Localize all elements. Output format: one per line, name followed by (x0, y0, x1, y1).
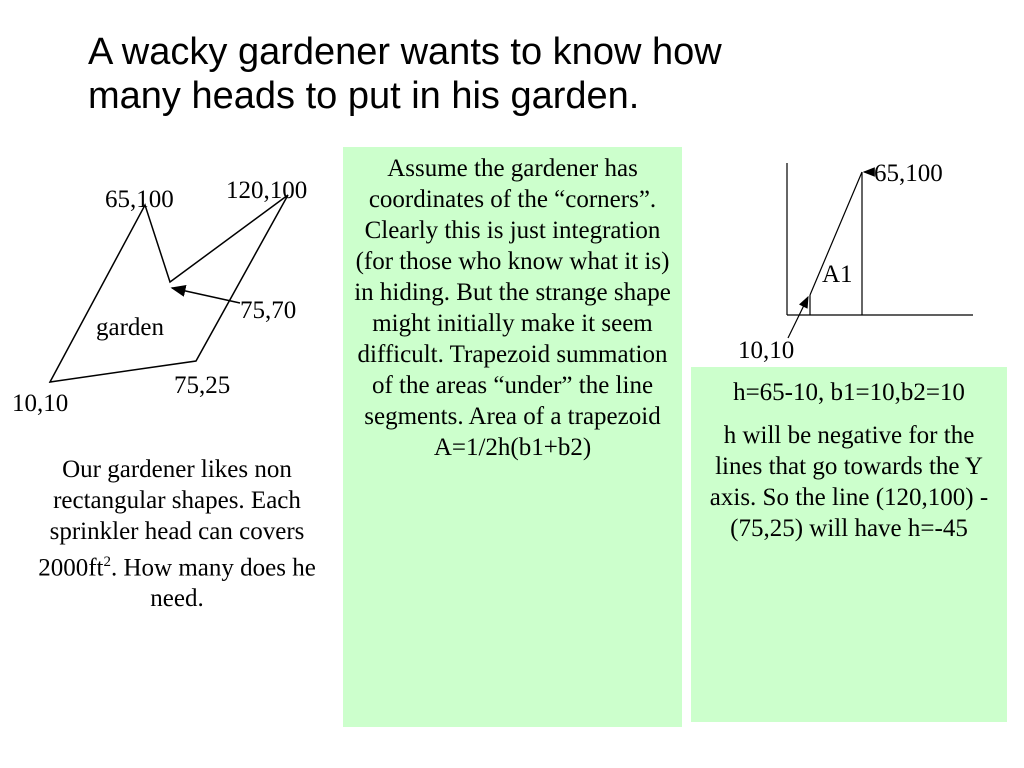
label-arrow-lower (788, 297, 808, 338)
label-right-65-100: 65,100 (874, 160, 943, 187)
explanation-text: Assume the gardener has coordinates of the “corners”. Clearly this is just integration (for those who know what it is) in hiding. But the strange shape might initially make it seem difficult. Trapezoid summation of the areas “under” the line segments. Area of a trapezoid A=1/2h(b1+b2) (354, 155, 671, 461)
title-line-2: many heads to put in his garden. (88, 75, 640, 117)
label-120-100: 120,100 (226, 177, 308, 204)
calculation-para-1: h=65-10, b1=10,b2=10 (733, 379, 965, 406)
label-garden: garden (96, 314, 165, 341)
garden-outline (50, 195, 288, 382)
title-line-1: A wacky gardener wants to know how (88, 31, 722, 73)
superscript-2: 2 (103, 554, 111, 570)
calculation-box (691, 367, 1007, 722)
label-10-10: 10,10 (12, 390, 69, 417)
label-75-70: 75,70 (240, 297, 297, 324)
description-part-2: . How many does he need. (110, 554, 316, 613)
label-a1: A1 (822, 261, 853, 288)
description-part-1: Our gardener likes non rectangular shapes. Each sprinkler head can covers 2000ft (38, 456, 305, 582)
explanation-box (343, 147, 682, 727)
label-65-100: 65,100 (105, 186, 174, 213)
gardener-description (38, 454, 316, 614)
calculation-para-2: h will be negative for the lines that go towards the Y axis. So the line (120,100) - (75,25) will have h=-45 (709, 422, 989, 542)
label-right-10-10: 10,10 (738, 337, 795, 364)
label-75-25: 75,25 (174, 372, 231, 399)
garden-pointer-arrow (172, 288, 240, 303)
